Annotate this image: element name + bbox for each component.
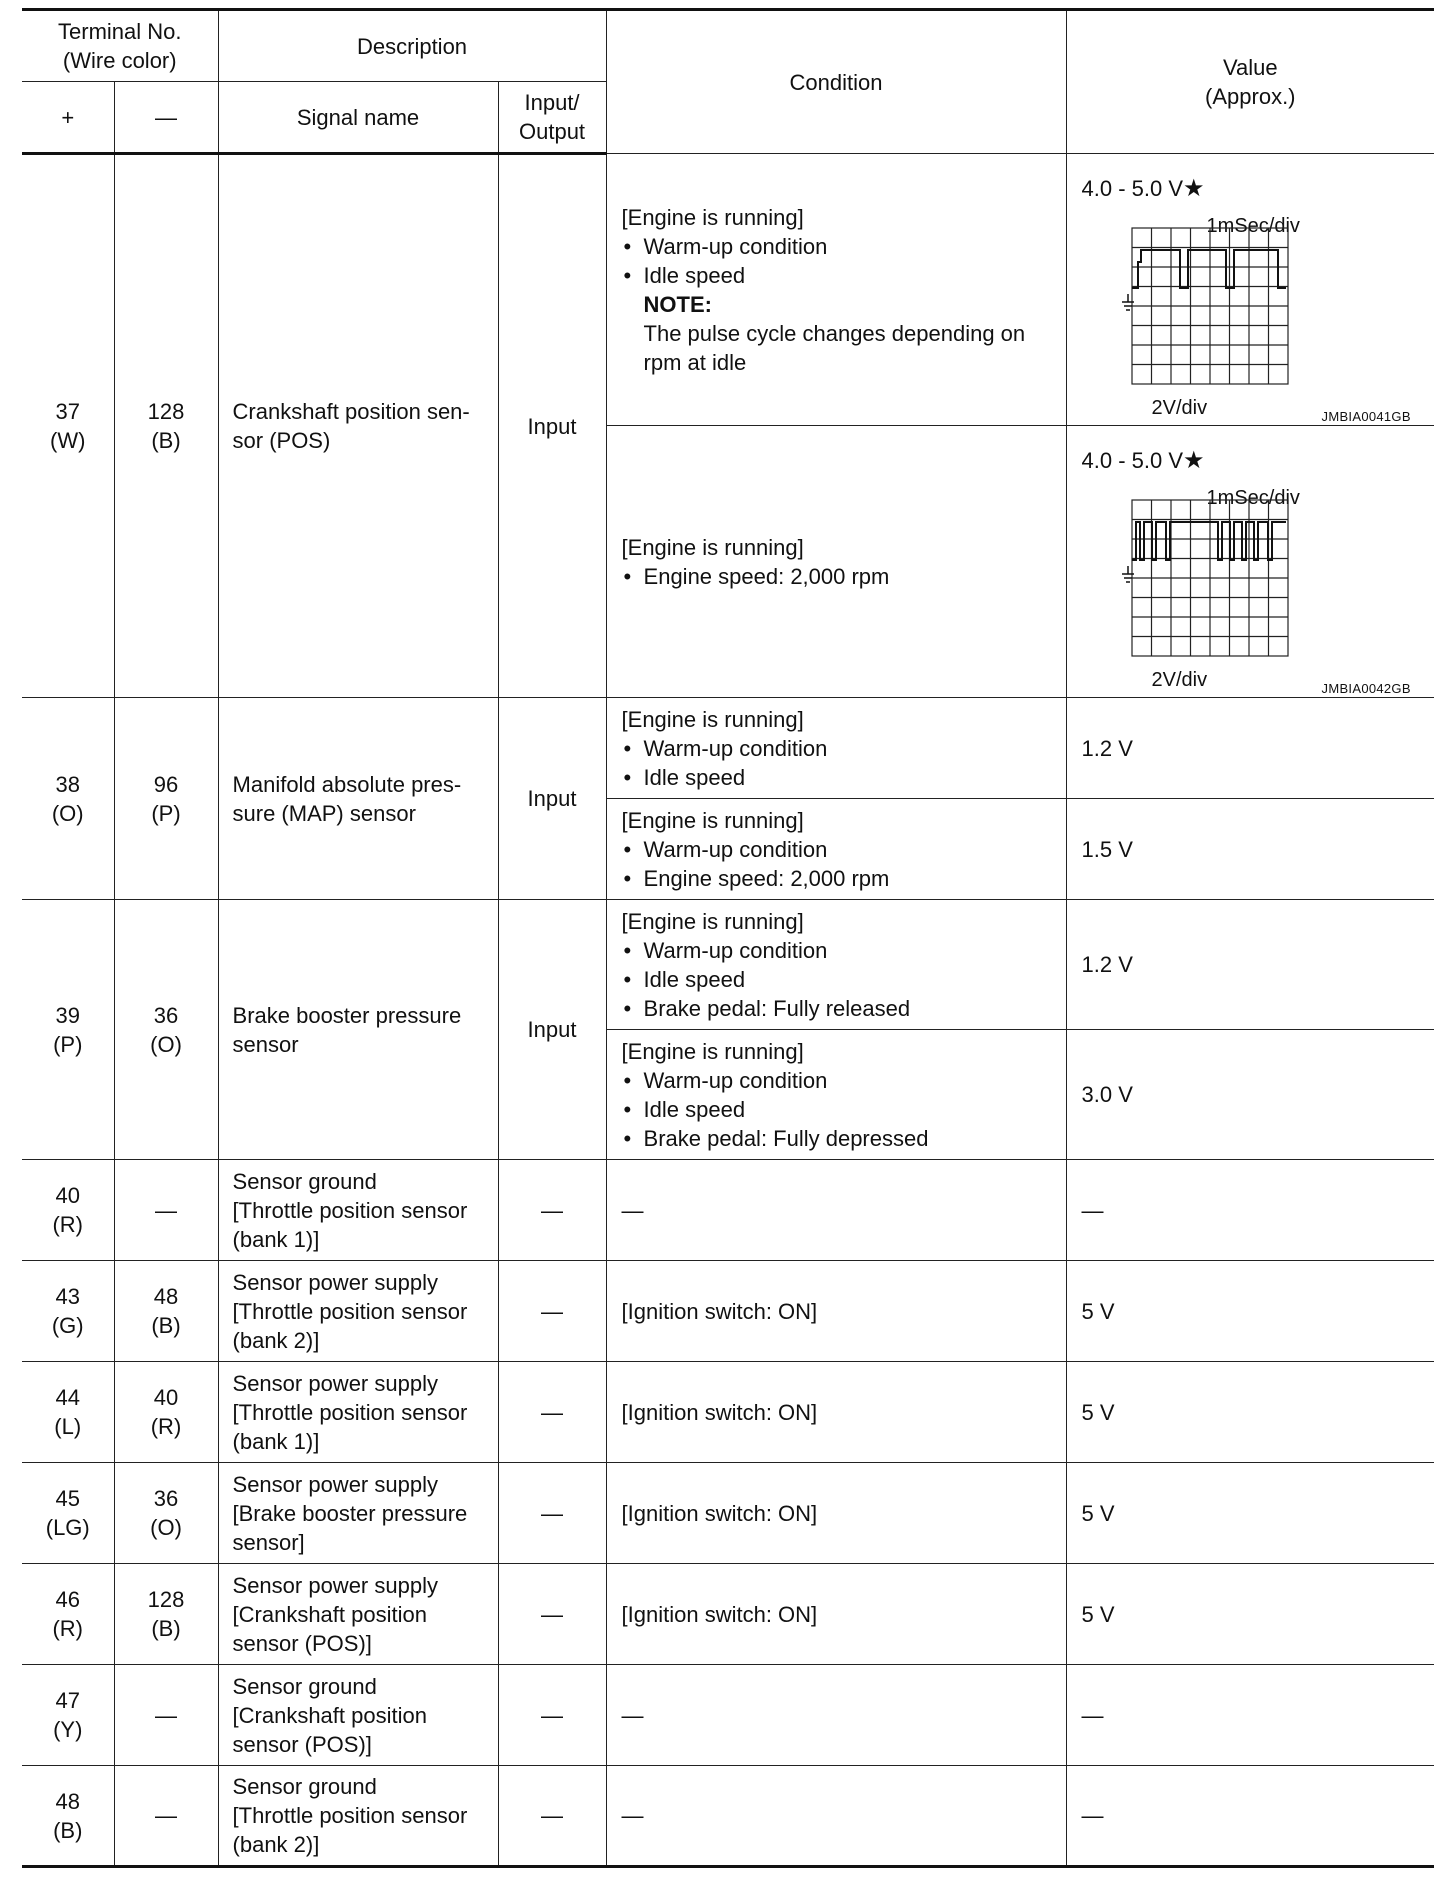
description-header: Description bbox=[218, 10, 606, 82]
plus-terminal: 40 (R) bbox=[22, 1160, 114, 1261]
signal-name: Sensor ground [Throttle position sensor (bank 1)] bbox=[218, 1160, 498, 1261]
io-type: — bbox=[498, 1564, 606, 1665]
minus-header: — bbox=[114, 82, 218, 154]
table-row bbox=[22, 154, 1434, 426]
minus-terminal: 40 (R) bbox=[114, 1362, 218, 1463]
io-type: — bbox=[498, 1463, 606, 1564]
figure-code: JMBIA0041GB bbox=[1321, 408, 1411, 424]
terminal-no-header: Terminal No. (Wire color) bbox=[22, 10, 218, 82]
value-cell: 1.2 V bbox=[1066, 698, 1434, 799]
waveform-voltage-label: 4.0 - 5.0 V★ bbox=[1081, 174, 1205, 202]
signal-name: Sensor ground [Throttle position sensor (bank 2)] bbox=[218, 1766, 498, 1867]
table-row bbox=[22, 698, 1434, 799]
signal-name: Brake booster pressure sensor bbox=[218, 900, 498, 1160]
plus-terminal: 45 (LG) bbox=[22, 1463, 114, 1564]
condition-cell: [Ignition switch: ON] bbox=[606, 1362, 1066, 1463]
io-type: Input bbox=[498, 698, 606, 900]
condition-cell: [Ignition switch: ON] bbox=[606, 1463, 1066, 1564]
minus-terminal: 36 (O) bbox=[114, 900, 218, 1160]
time-scale-label: 1mSec/div bbox=[1206, 214, 1300, 237]
terminal-table-page bbox=[22, 8, 1434, 1868]
plus-terminal: 37 (W) bbox=[22, 154, 114, 698]
table-row bbox=[22, 900, 1434, 1030]
signal-name: Sensor power supply [Crankshaft position sensor (POS)] bbox=[218, 1564, 498, 1665]
plus-terminal: 46 (R) bbox=[22, 1564, 114, 1665]
condition-cell: [Engine is running] • Engine speed: 2,000 rpm bbox=[606, 426, 1066, 698]
condition-cell: — bbox=[606, 1766, 1066, 1867]
minus-terminal: — bbox=[114, 1160, 218, 1261]
io-type: Input bbox=[498, 154, 606, 698]
signal-name-header: Signal name bbox=[218, 82, 498, 154]
value-cell: — bbox=[1066, 1766, 1434, 1867]
signal-name: Sensor power supply [Throttle position sensor (bank 1)] bbox=[218, 1362, 498, 1463]
condition-cell: [Engine is running] • Warm-up condition • Engine speed: 2,000 rpm bbox=[606, 799, 1066, 900]
table-header bbox=[22, 10, 1434, 154]
plus-terminal: 39 (P) bbox=[22, 900, 114, 1160]
minus-terminal: 96 (P) bbox=[114, 698, 218, 900]
value-cell: 5 V bbox=[1066, 1564, 1434, 1665]
plus-terminal: 43 (G) bbox=[22, 1261, 114, 1362]
condition-cell: [Engine is running] • Warm-up condition • Idle speed NOTE: The pulse cycle changes depending on rpm at idle bbox=[606, 154, 1066, 426]
plus-terminal: 38 (O) bbox=[22, 698, 114, 900]
value-cell: 5 V bbox=[1066, 1463, 1434, 1564]
table-row bbox=[22, 1160, 1434, 1261]
oscilloscope-waveform-2000rpm bbox=[1081, 438, 1435, 696]
minus-terminal: 128 (B) bbox=[114, 1564, 218, 1665]
minus-terminal: 128 (B) bbox=[114, 154, 218, 698]
table-row bbox=[22, 1362, 1434, 1463]
minus-terminal: — bbox=[114, 1766, 218, 1867]
value-cell bbox=[1066, 426, 1434, 698]
signal-name: Sensor power supply [Brake booster pressure sensor] bbox=[218, 1463, 498, 1564]
signal-name: Sensor ground [Crankshaft position sensor (POS)] bbox=[218, 1665, 498, 1766]
condition-cell: [Engine is running] • Warm-up condition • Idle speed • Brake pedal: Fully depressed bbox=[606, 1030, 1066, 1160]
value-cell bbox=[1066, 154, 1434, 426]
value-header: Value (Approx.) bbox=[1066, 10, 1434, 154]
condition-cell: [Ignition switch: ON] bbox=[606, 1261, 1066, 1362]
io-type: — bbox=[498, 1665, 606, 1766]
value-cell: 1.2 V bbox=[1066, 900, 1434, 1030]
minus-terminal: — bbox=[114, 1665, 218, 1766]
condition-cell: [Ignition switch: ON] bbox=[606, 1564, 1066, 1665]
minus-terminal: 48 (B) bbox=[114, 1261, 218, 1362]
io-header: Input/ Output bbox=[498, 82, 606, 154]
io-type: Input bbox=[498, 900, 606, 1160]
table-row bbox=[22, 1766, 1434, 1867]
oscilloscope-waveform-idle bbox=[1081, 166, 1435, 424]
volt-scale-label: 2V/div bbox=[1151, 396, 1208, 419]
value-cell: 1.5 V bbox=[1066, 799, 1434, 900]
plus-terminal: 44 (L) bbox=[22, 1362, 114, 1463]
plus-terminal: 48 (B) bbox=[22, 1766, 114, 1867]
io-type: — bbox=[498, 1261, 606, 1362]
io-type: — bbox=[498, 1766, 606, 1867]
waveform-grid-idle bbox=[1122, 202, 1302, 402]
condition-cell: [Engine is running] • Warm-up condition • Idle speed bbox=[606, 698, 1066, 799]
minus-terminal: 36 (O) bbox=[114, 1463, 218, 1564]
table-row bbox=[22, 1261, 1434, 1362]
value-cell: 5 V bbox=[1066, 1362, 1434, 1463]
value-cell: — bbox=[1066, 1160, 1434, 1261]
table-row bbox=[22, 1665, 1434, 1766]
time-scale-label: 1mSec/div bbox=[1206, 486, 1300, 509]
signal-name: Manifold absolute pres- sure (MAP) sensor bbox=[218, 698, 498, 900]
terminal-table bbox=[22, 8, 1434, 1868]
condition-cell: — bbox=[606, 1665, 1066, 1766]
waveform-grid-2000rpm bbox=[1122, 474, 1302, 674]
signal-name: Crankshaft position sen- sor (POS) bbox=[218, 154, 498, 698]
plus-header: + bbox=[22, 82, 114, 154]
waveform-voltage-label: 4.0 - 5.0 V★ bbox=[1081, 446, 1205, 474]
signal-name: Sensor power supply [Throttle position sensor (bank 2)] bbox=[218, 1261, 498, 1362]
condition-cell: — bbox=[606, 1160, 1066, 1261]
io-type: — bbox=[498, 1362, 606, 1463]
condition-header: Condition bbox=[606, 10, 1066, 154]
condition-cell: [Engine is running] • Warm-up condition • Idle speed • Brake pedal: Fully released bbox=[606, 900, 1066, 1030]
figure-code: JMBIA0042GB bbox=[1321, 680, 1411, 696]
volt-scale-label: 2V/div bbox=[1151, 668, 1208, 691]
value-cell: 3.0 V bbox=[1066, 1030, 1434, 1160]
value-cell: 5 V bbox=[1066, 1261, 1434, 1362]
value-cell: — bbox=[1066, 1665, 1434, 1766]
plus-terminal: 47 (Y) bbox=[22, 1665, 114, 1766]
table-row bbox=[22, 1463, 1434, 1564]
table-body bbox=[22, 154, 1434, 1867]
io-type: — bbox=[498, 1160, 606, 1261]
table-row bbox=[22, 1564, 1434, 1665]
